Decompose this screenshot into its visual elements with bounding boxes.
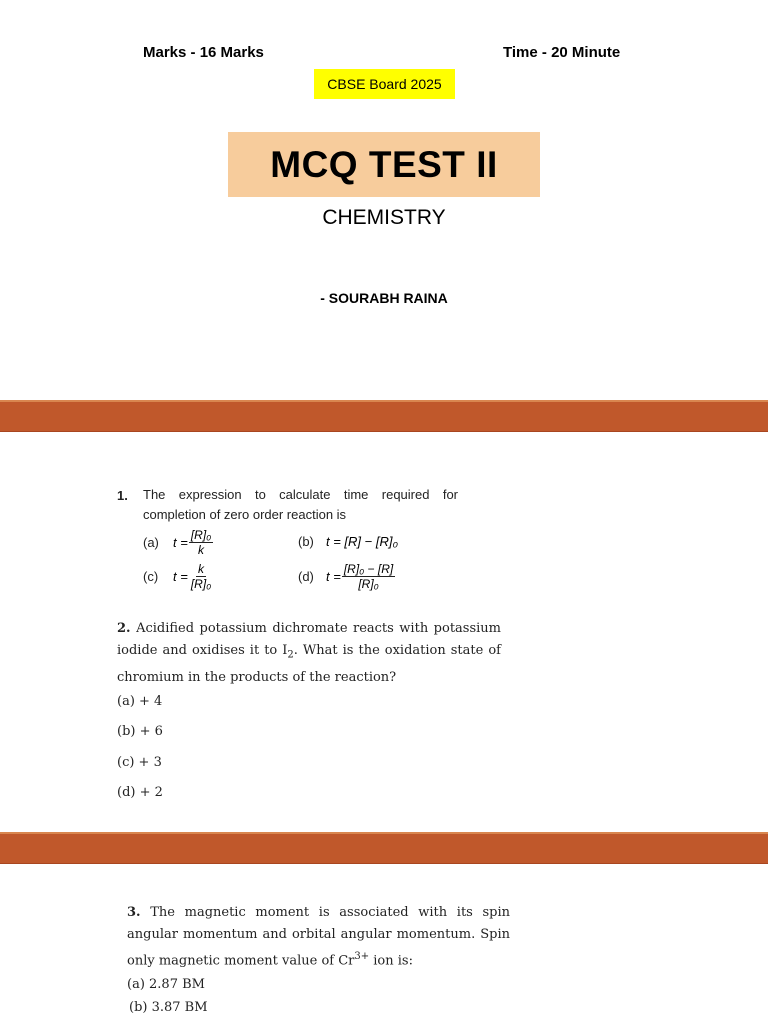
option-c-fraction [189,562,213,591]
question-1-option-a [143,528,213,557]
option-d-formula [326,562,395,591]
option-c-label: (c) [143,569,159,584]
option-d-lhs: t = [326,569,341,584]
option-a-fraction [189,528,213,557]
question-1-number: 1. [117,488,128,503]
question-1-text: The expression to calculate time required for completion of zero order reaction is [143,487,458,522]
question-1-option-b [298,534,398,549]
option-d-denominator: [R]₀ [358,577,379,591]
question-2-text-part2: . What is the oxidation state of chromium in the products of the reaction? [117,643,501,685]
question-1-option-c [143,562,213,591]
question-3-text-part2: ion is: [369,953,413,969]
question-3-text [127,902,510,972]
option-a-denominator: k [198,543,205,557]
option-c-numerator: k [198,562,205,576]
divider-bar [0,400,768,432]
divider-bar [0,832,768,864]
option-d-numerator: [R]₀ − [R] [343,562,394,576]
option-a-label: (a) [143,535,159,550]
question-1-option-d [298,562,395,591]
marks-label: Marks - 16 Marks [143,44,264,61]
question-2-number: 2. [117,621,131,636]
option-b-formula: t = [R] − [R]₀ [326,534,398,549]
option-c-lhs: t = [173,569,188,584]
question-3-number: 3. [127,905,141,920]
board-badge-text: CBSE Board 2025 [327,76,442,92]
question-3-superscript: 3+ [354,951,370,962]
option-d-label: (d) [298,569,314,584]
board-badge [314,69,455,99]
option-c-formula [173,562,213,591]
question-2-option-b: (b) + 6 [117,724,163,739]
page-title: MCQ TEST II [270,143,498,185]
question-3-text-part1: The magnetic moment is associated with its spin angular momentum and orbital angular momentum. Spin only magnetic moment value of Cr [127,905,511,969]
option-d-fraction [342,562,395,591]
author-line: - SOURABH RAINA [320,290,448,306]
time-label: Time - 20 Minute [503,44,621,61]
option-a-lhs: t = [173,535,188,550]
question-2-subscript: 2 [287,649,294,661]
subject-heading: CHEMISTRY [322,206,446,229]
question-2-option-d: (d) + 2 [117,785,163,800]
question-2-text [117,618,501,689]
question-2-option-c: (c) + 3 [117,755,162,770]
option-a-formula [173,528,213,557]
option-c-denominator: [R]₀ [190,577,212,591]
question-3-option-b: (b) 3.87 BM [129,1000,208,1015]
question-2-option-a: (a) + 4 [117,694,163,709]
question-3-option-a: (a) 2.87 BM [127,977,205,992]
question-2-text-part1: Acidified potassium dichromate reacts with potassium iodide and oxidises it to I [117,621,501,658]
option-a-numerator: [R]₀ [190,528,212,542]
title-box [228,132,540,197]
option-b-label: (b) [298,534,314,549]
